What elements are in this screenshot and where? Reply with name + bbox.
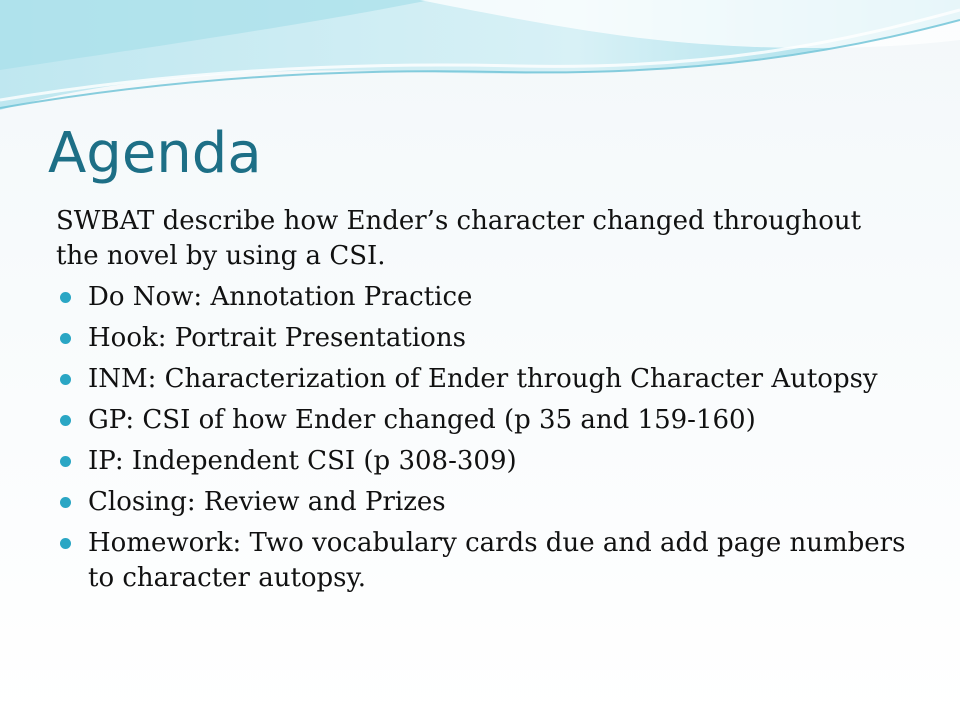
agenda-item-text: GP: CSI of how Ender changed (p 35 and 159-160) — [88, 405, 756, 435]
bullet-icon — [60, 497, 71, 508]
bullet-icon — [60, 415, 71, 426]
agenda-item-text: Closing: Review and Prizes — [88, 487, 446, 517]
bullet-icon — [60, 374, 71, 385]
bullet-icon — [60, 538, 71, 549]
agenda-item-inm — [56, 362, 906, 397]
header-wave-decoration — [0, 0, 960, 120]
slide-body — [56, 204, 906, 602]
agenda-item-ip — [56, 444, 906, 479]
agenda-item-text: Homework: Two vocabulary cards due and add page numbers to character autopsy. — [88, 528, 906, 593]
agenda-item-text: IP: Independent CSI (p 308-309) — [88, 446, 517, 476]
agenda-item-closing — [56, 485, 906, 520]
bullet-icon — [60, 333, 71, 344]
agenda-item-text: INM: Characterization of Ender through Character Autopsy — [88, 364, 878, 394]
bullet-icon — [60, 292, 71, 303]
agenda-list — [56, 280, 906, 596]
agenda-item-text: Hook: Portrait Presentations — [88, 323, 466, 353]
agenda-item-homework — [56, 526, 906, 596]
agenda-item-text: Do Now: Annotation Practice — [88, 282, 473, 312]
objective-text: SWBAT describe how Ender’s character changed throughout the novel by using a CSI. — [56, 206, 862, 271]
agenda-item-do-now — [56, 280, 906, 315]
agenda-item-gp — [56, 403, 906, 438]
agenda-item-hook — [56, 321, 906, 356]
bullet-icon — [60, 456, 71, 467]
slide-title: Agenda — [48, 121, 262, 186]
